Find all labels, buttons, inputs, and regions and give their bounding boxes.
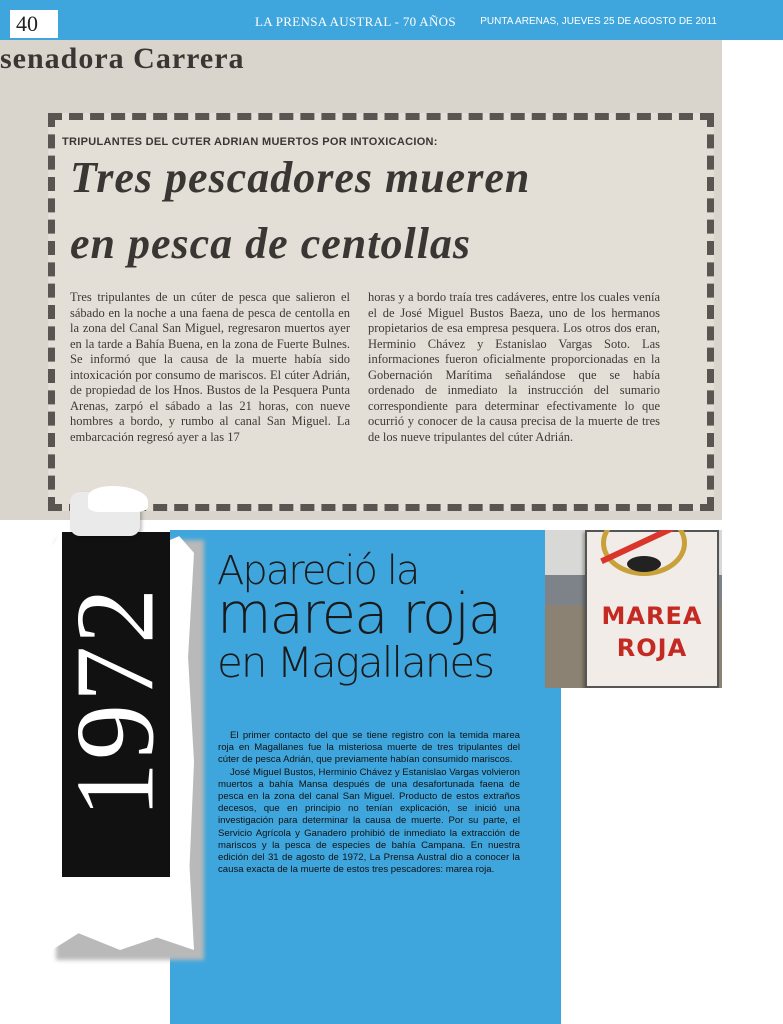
sign-text-line1: MAREA xyxy=(601,602,703,630)
publication-title: LA PRENSA AUSTRAL - 70 AÑOS xyxy=(255,14,456,29)
article-title-line3: en Magallanes xyxy=(217,638,494,687)
shellfish-icon xyxy=(627,556,661,572)
article-paragraph: José Miguel Bustos, Herminio Chávez y Estanislao Vargas volvieron muertos a bahía Mansa después de una desafortunada faena de pesca en la zona del canal San Miguel. Producto de estos extraños decesos, que en principio no tenían explicación, se inició una investigación para determinar la causa de muerte. Por su parte, el Servicio Agrícola y Ganadero prohibió de inmediato la extracción de mariscos y la pesca de especies de bahía Campana. En nuestra edición del 31 de agosto de 1972, La Prensa Austral dio a conocer la causa exacta de la muerte de estos tres pescadores: marea roja. xyxy=(218,766,520,876)
warning-sign xyxy=(585,530,719,688)
clipping-headline-line2: en pesca de centollas xyxy=(70,219,472,268)
article-title-line1: Apareció la xyxy=(217,548,419,594)
page-header xyxy=(0,0,783,40)
marea-roja-sign-photo xyxy=(545,530,722,688)
clipping-top-fragment: senadora Carrera xyxy=(0,42,245,75)
article-title-line2: marea roja xyxy=(217,582,501,647)
year-label: 1972 xyxy=(53,586,178,818)
article-paragraph: El primer contacto del que se tiene registro con la temida marea roja en Magallanes fue la misteriosa muerte de tres tripulantes del cúter de pesca Adrián, que previamente habían consumido mariscos. xyxy=(218,730,520,766)
sign-text-line2: ROJA xyxy=(616,634,688,662)
dateline: PUNTA ARENAS, JUEVES 25 DE AGOSTO DE 2011 xyxy=(480,16,717,27)
clipping-kicker: TRIPULANTES DEL CUTER ADRIAN MUERTOS POR INTOXICACION: xyxy=(62,136,438,148)
clipping-headline-line1: Tres pescadores mueren xyxy=(70,153,531,202)
clipping-column-right: horas y a bordo traía tres cadáveres, entre los cuales venía el de José Miguel Bustos Baeza, uno de los hermanos propietarios de esa empresa pesquera. Los otros dos eran, Herminio Chávez y Estanislao Vargas Soto. Las informaciones fueron oficialmente proporcionadas en la Gobernación Marítima señalándose que se había ordenado de inmediato la instrucción del sumario correspondiente para determinar efectivamente lo que ocurrió y conocer de la causa precisa de la muerte de tres de los nueve tripulantes del cúter Adrián. xyxy=(368,290,660,444)
page-number: 40 xyxy=(10,10,58,38)
article-body xyxy=(218,730,520,876)
newspaper-clipping-image xyxy=(0,40,722,520)
clipping-column-left: Tres tripulantes de un cúter de pesca que salieron el sábado en la noche a una faena de pesca de centolla en la zona del Canal San Miguel, regresaron muertos ayer en la tarde a Bahía Buena, en la zona de Fuerte Bulnes. Se informó que la causa de la muerte había sido intoxicación por consumo de mariscos. El cúter Adrián, de propiedad de los Hnos. Bustos de la Pesquera Punta Arenas, zarpó el sábado a las 21 horas, con nueve hombres a bordo, y rumbo al canal San Miguel. La embarcación regresó ayer a las 17 xyxy=(70,290,350,444)
